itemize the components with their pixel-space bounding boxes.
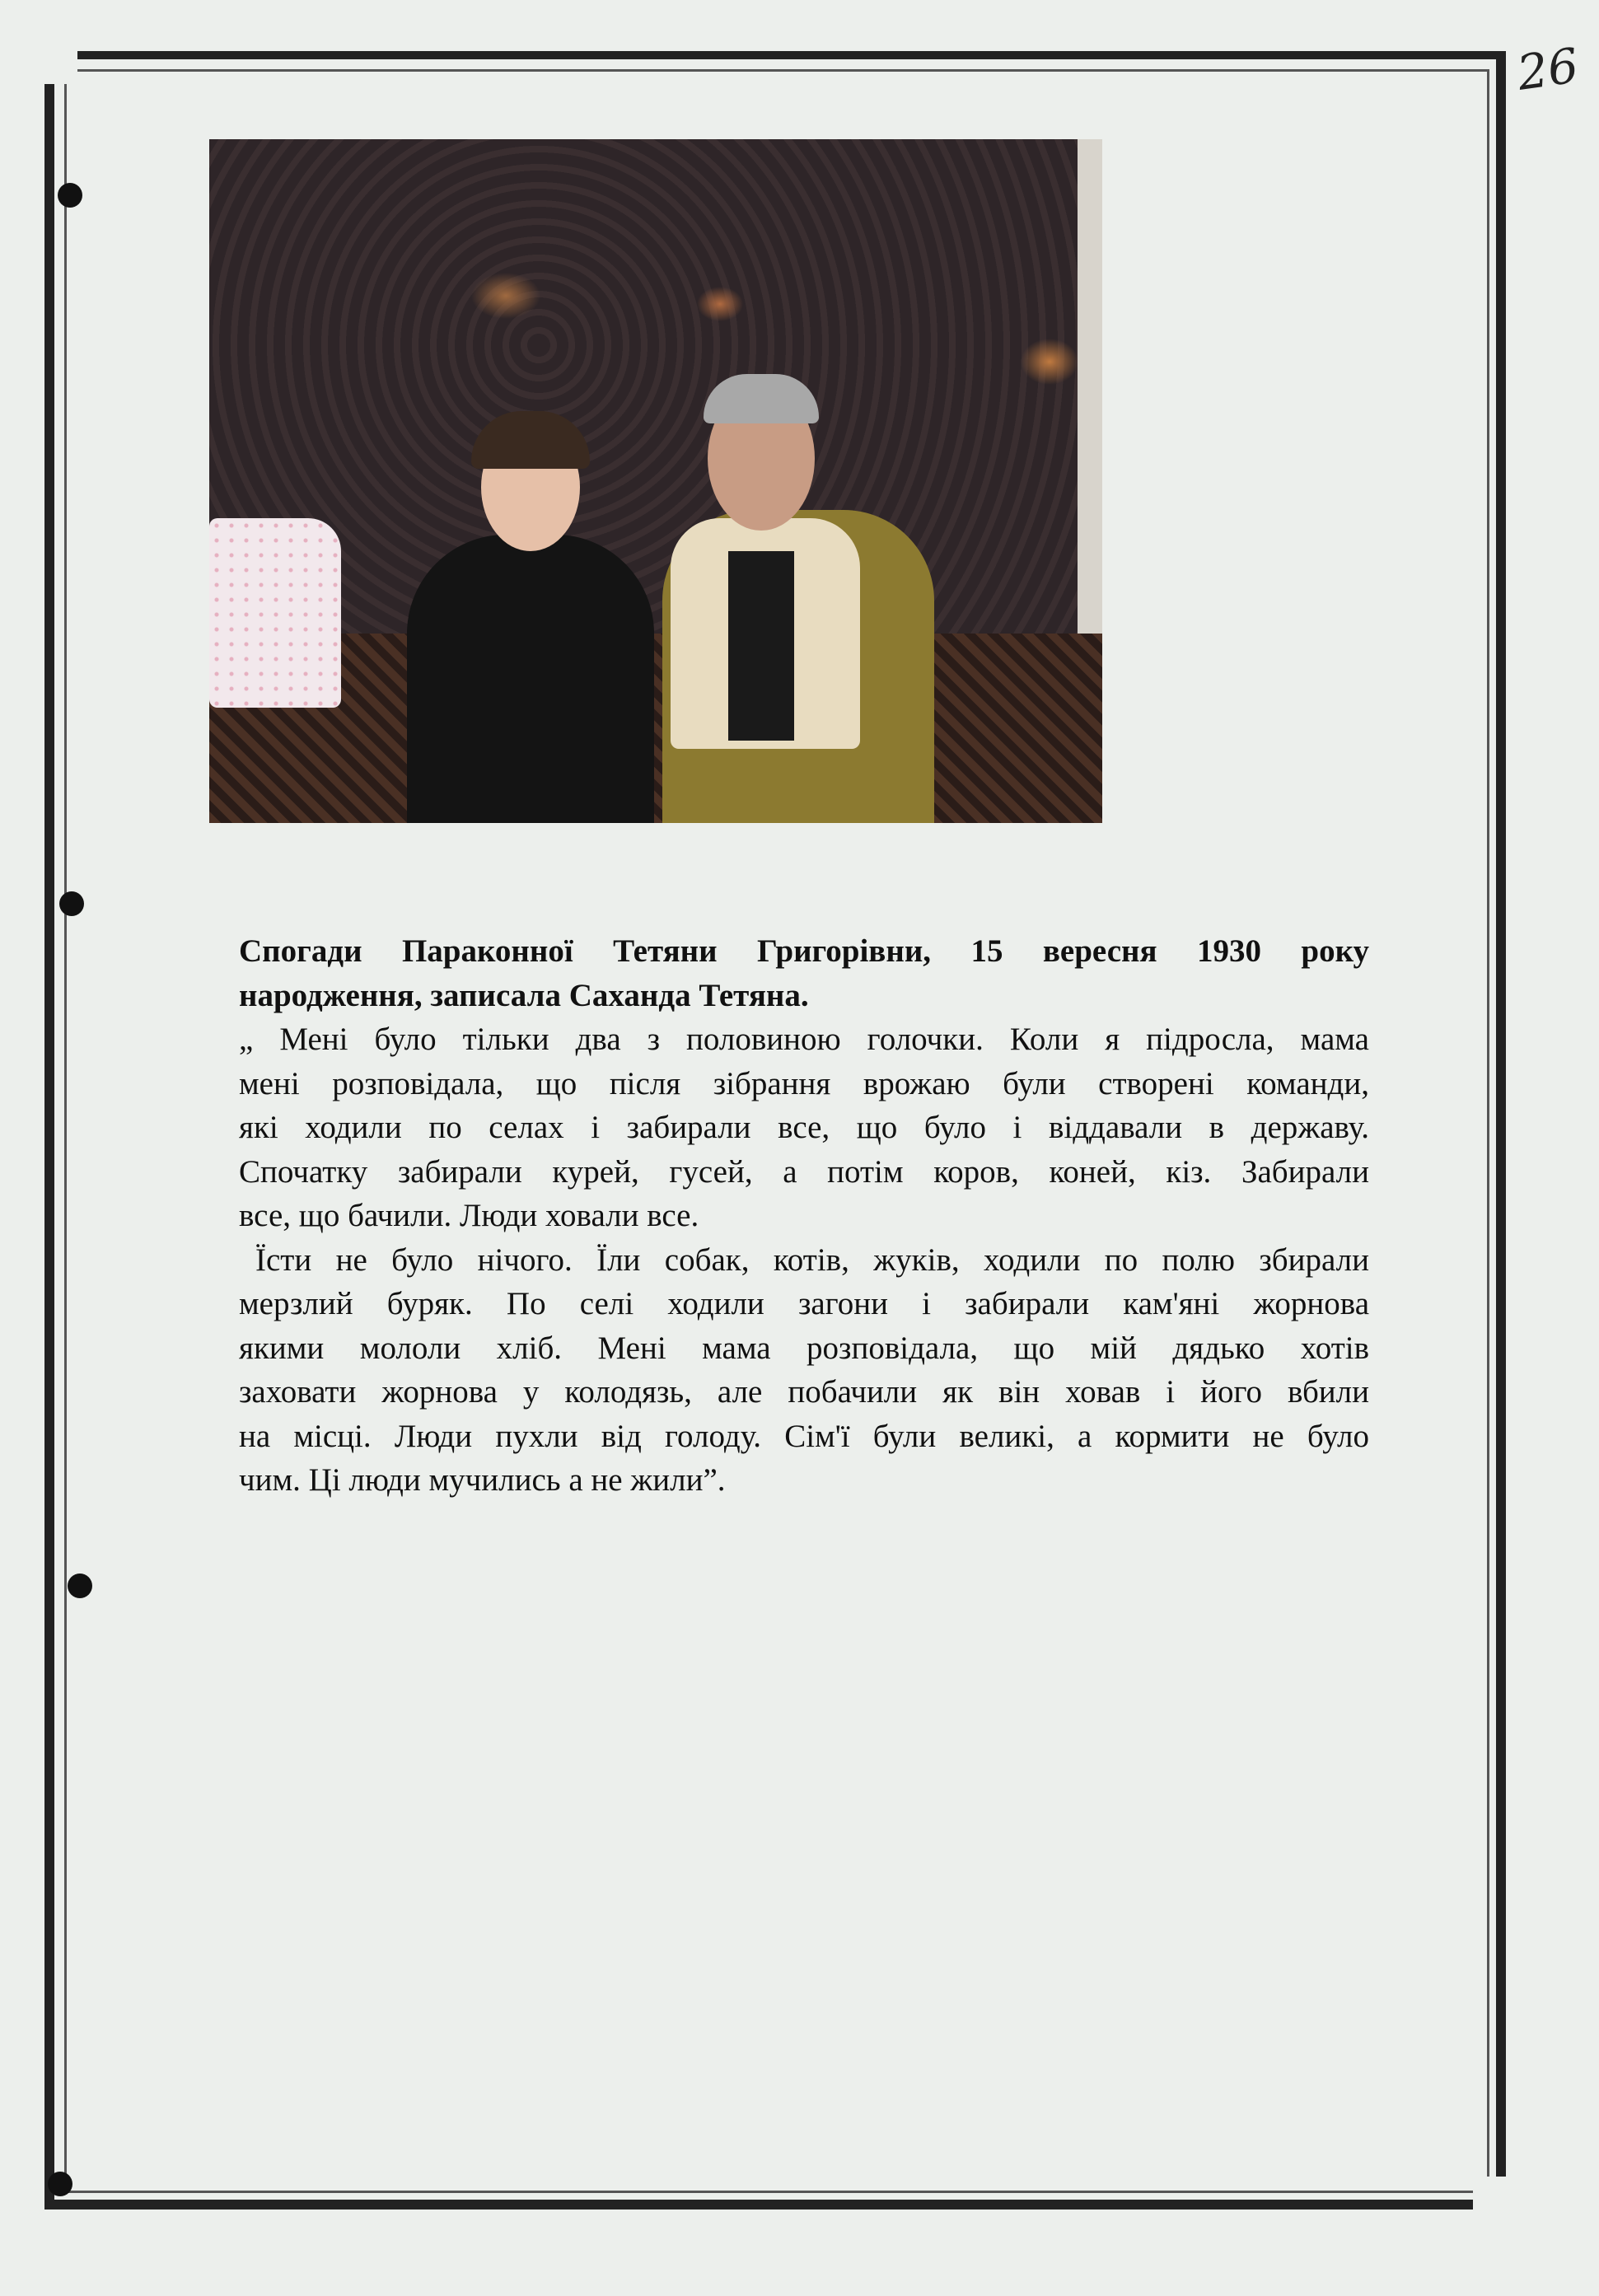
photo-two-women: [209, 139, 1102, 823]
paragraph-line: мерзлий буряк. По селі ходили загони і забирали кам'яні жорнова: [239, 1286, 1369, 1321]
punch-hole: [68, 1574, 92, 1598]
paragraph-line: які ходили по селах і забирали все, що було і віддавали в державу.: [239, 1110, 1369, 1145]
paragraph-line: все, що бачили. Люди ховали все.: [239, 1198, 699, 1233]
paragraph-line: якими мололи хліб. Мені мама розповідала, що мій дядько хотів: [239, 1330, 1369, 1366]
punch-hole: [59, 891, 84, 916]
border-corner-notch: [44, 51, 77, 84]
heading-line: Спогади Параконної Тетяни Григорівни, 15 вересня 1930 року: [239, 933, 1369, 969]
paragraph-line: чим. Ці люди мучились а не жили”.: [239, 1462, 726, 1498]
paragraph-line: заховати жорнова у колодязь, але побачили як він ховав і його вбили: [239, 1374, 1369, 1410]
paragraph-line: Спочатку забирали курей, гусей, а потім коров, коней, кіз. Забирали: [239, 1153, 1369, 1190]
heading-line: народження, записала Саханда Тетяна.: [239, 977, 809, 1013]
paragraph-line: на місці. Люди пухли від голоду. Сім'ї були великі, а кормити не було: [239, 1418, 1369, 1454]
page-number: 26: [1513, 37, 1583, 101]
punch-hole: [58, 183, 82, 208]
punch-hole: [48, 2172, 72, 2196]
paragraph-line: Їсти не було нічого. Їли собак, котів, жуків, ходили по полю збирали: [255, 1242, 1369, 1278]
border-corner-notch: [1473, 2177, 1506, 2209]
memoir-text: [239, 929, 1369, 1503]
paragraph-line: „ Мені було тільки два з половиною голочки. Коли я підросла, мама: [239, 1022, 1369, 1057]
paragraph-line: мені розповідала, що після зібрання врожаю були створені команди,: [239, 1065, 1369, 1101]
